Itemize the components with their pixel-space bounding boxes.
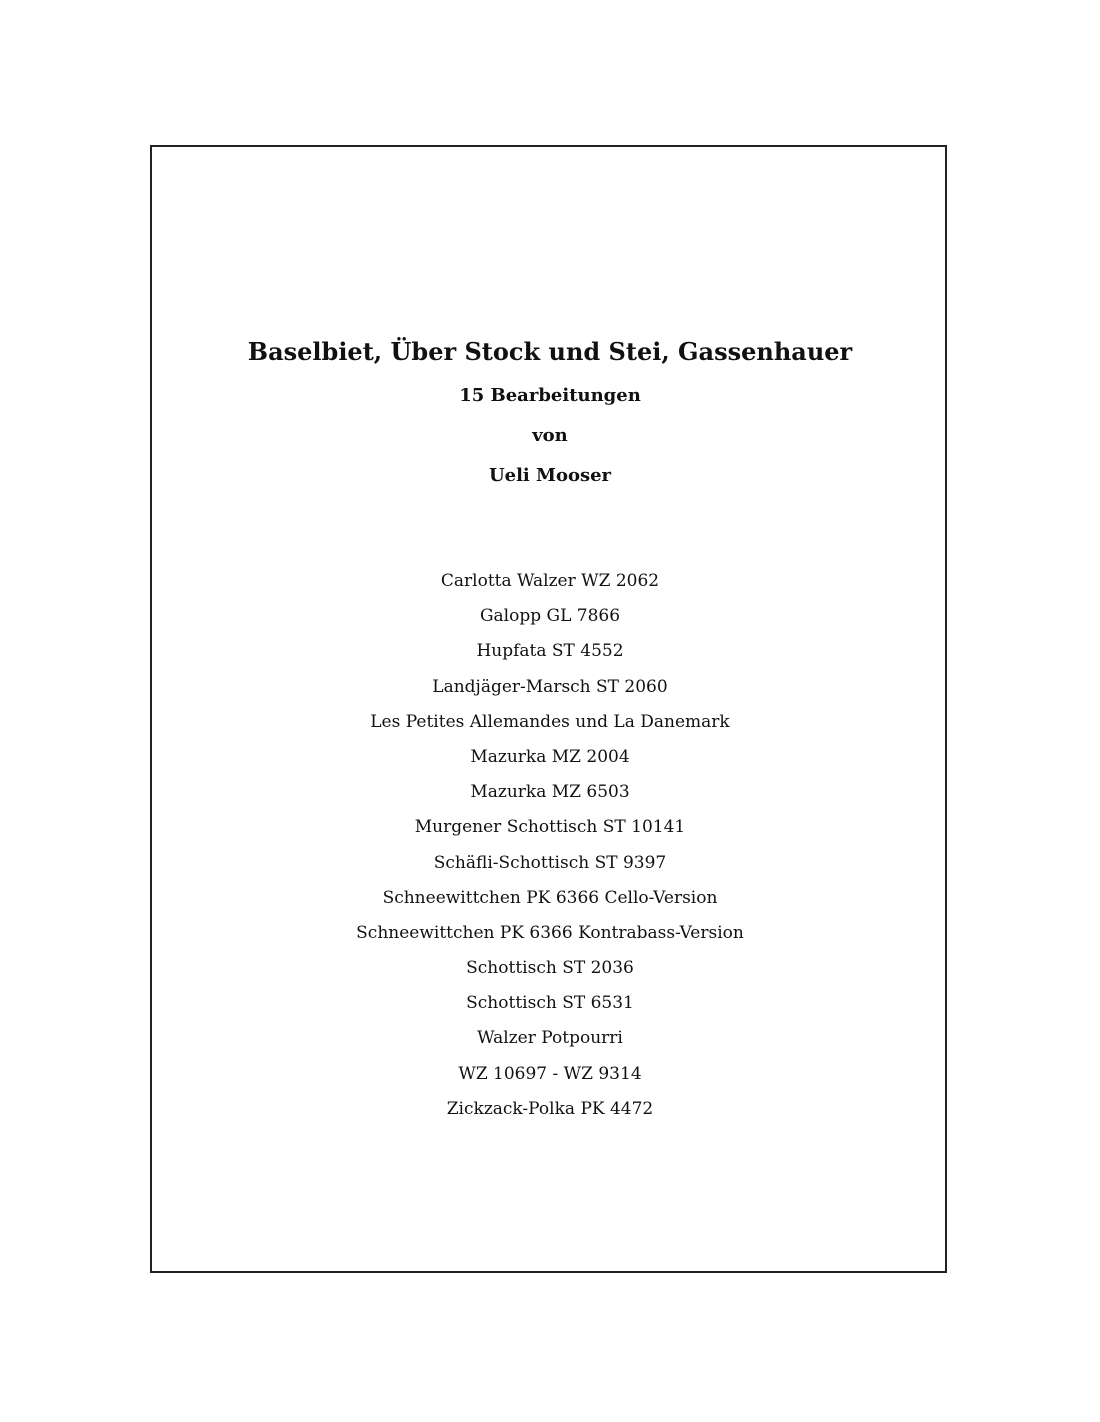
list-item: Les Petites Allemandes und La Danemark [370,711,730,732]
list-item: Mazurka MZ 2004 [470,746,630,767]
pieces-list [0,564,1100,1127]
author-name: Ueli Mooser [488,465,612,486]
list-item: Schäfli-Schottisch ST 9397 [433,852,667,873]
page-title: Baselbiet, Über Stock und Stei, Gassenhauer [247,337,853,366]
list-item: Walzer Potpourri [477,1028,623,1049]
list-item: Schottisch ST 2036 [466,958,634,979]
list-item: Schottisch ST 6531 [466,993,634,1014]
list-item: Schneewittchen PK 6366 Kontrabass-Version [356,922,744,943]
list-item: Murgener Schottisch ST 10141 [414,817,686,838]
list-item: Hupfata ST 4552 [476,641,624,662]
list-item: Carlotta Walzer WZ 2062 [440,571,660,591]
by-line: von [532,425,568,446]
list-item: WZ 10697 - WZ 9314 [458,1063,642,1084]
list-item: Galopp GL 7866 [479,606,621,627]
subtitle: 15 Bearbeitungen [459,385,641,406]
list-item: Schneewittchen PK 6366 Cello-Version [382,887,718,908]
list-item: Zickzack-Polka PK 4472 [446,1098,654,1119]
list-item: Mazurka MZ 6503 [470,782,630,803]
list-item: Landjäger-Marsch ST 2060 [432,676,668,697]
